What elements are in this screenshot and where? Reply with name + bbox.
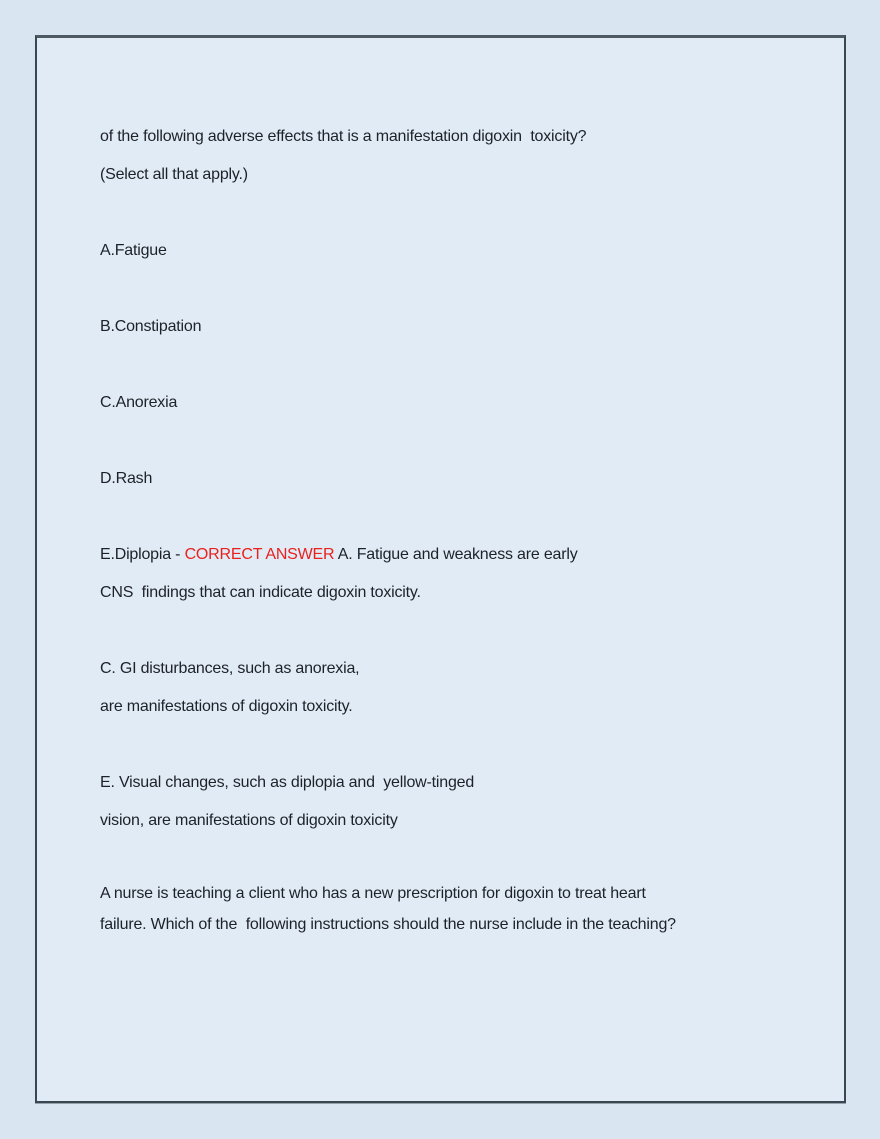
correct-answer-marker: CORRECT ANSWER [184, 546, 335, 563]
option-b-label: B.Constipation [100, 318, 202, 335]
rationale-a-start: A. Fatigue and weakness are early [334, 546, 578, 563]
option-d [100, 460, 786, 498]
option-e-with-answer [100, 536, 786, 612]
rationale-e-line-2: vision, are manifestations of digoxin toxicity [100, 812, 398, 829]
option-a [100, 232, 786, 270]
option-e-label: E.Diplopia - [100, 546, 185, 563]
document-page [35, 35, 846, 1103]
rationale-e [100, 764, 786, 840]
question-line: of the following adverse effects that is a manifestation digoxin toxicity? [100, 128, 587, 145]
document-content [37, 38, 844, 940]
option-d-label: D.Rash [100, 470, 153, 487]
option-c-label: C.Anorexia [100, 394, 178, 411]
next-question-line-1: A nurse is teaching a client who has a new prescription for digoxin to treat heart [100, 885, 646, 902]
next-question-line-2: failure. Which of the following instructions should the nurse include in the teaching? [100, 916, 676, 933]
option-a-label: A.Fatigue [100, 242, 167, 259]
rationale-c [100, 650, 786, 726]
rationale-e-line-1: E. Visual changes, such as diplopia and yellow-tinged [100, 774, 475, 791]
rationale-c-line-1: C. GI disturbances, such as anorexia, [100, 660, 360, 677]
select-all-note: (Select all that apply.) [100, 166, 248, 183]
next-question [100, 878, 786, 940]
rationale-a-end: CNS findings that can indicate digoxin toxicity. [100, 584, 421, 601]
question-stem [100, 118, 786, 194]
option-c [100, 384, 786, 422]
rationale-c-line-2: are manifestations of digoxin toxicity. [100, 698, 353, 715]
option-b [100, 308, 786, 346]
answer-reveal-line [100, 536, 786, 574]
